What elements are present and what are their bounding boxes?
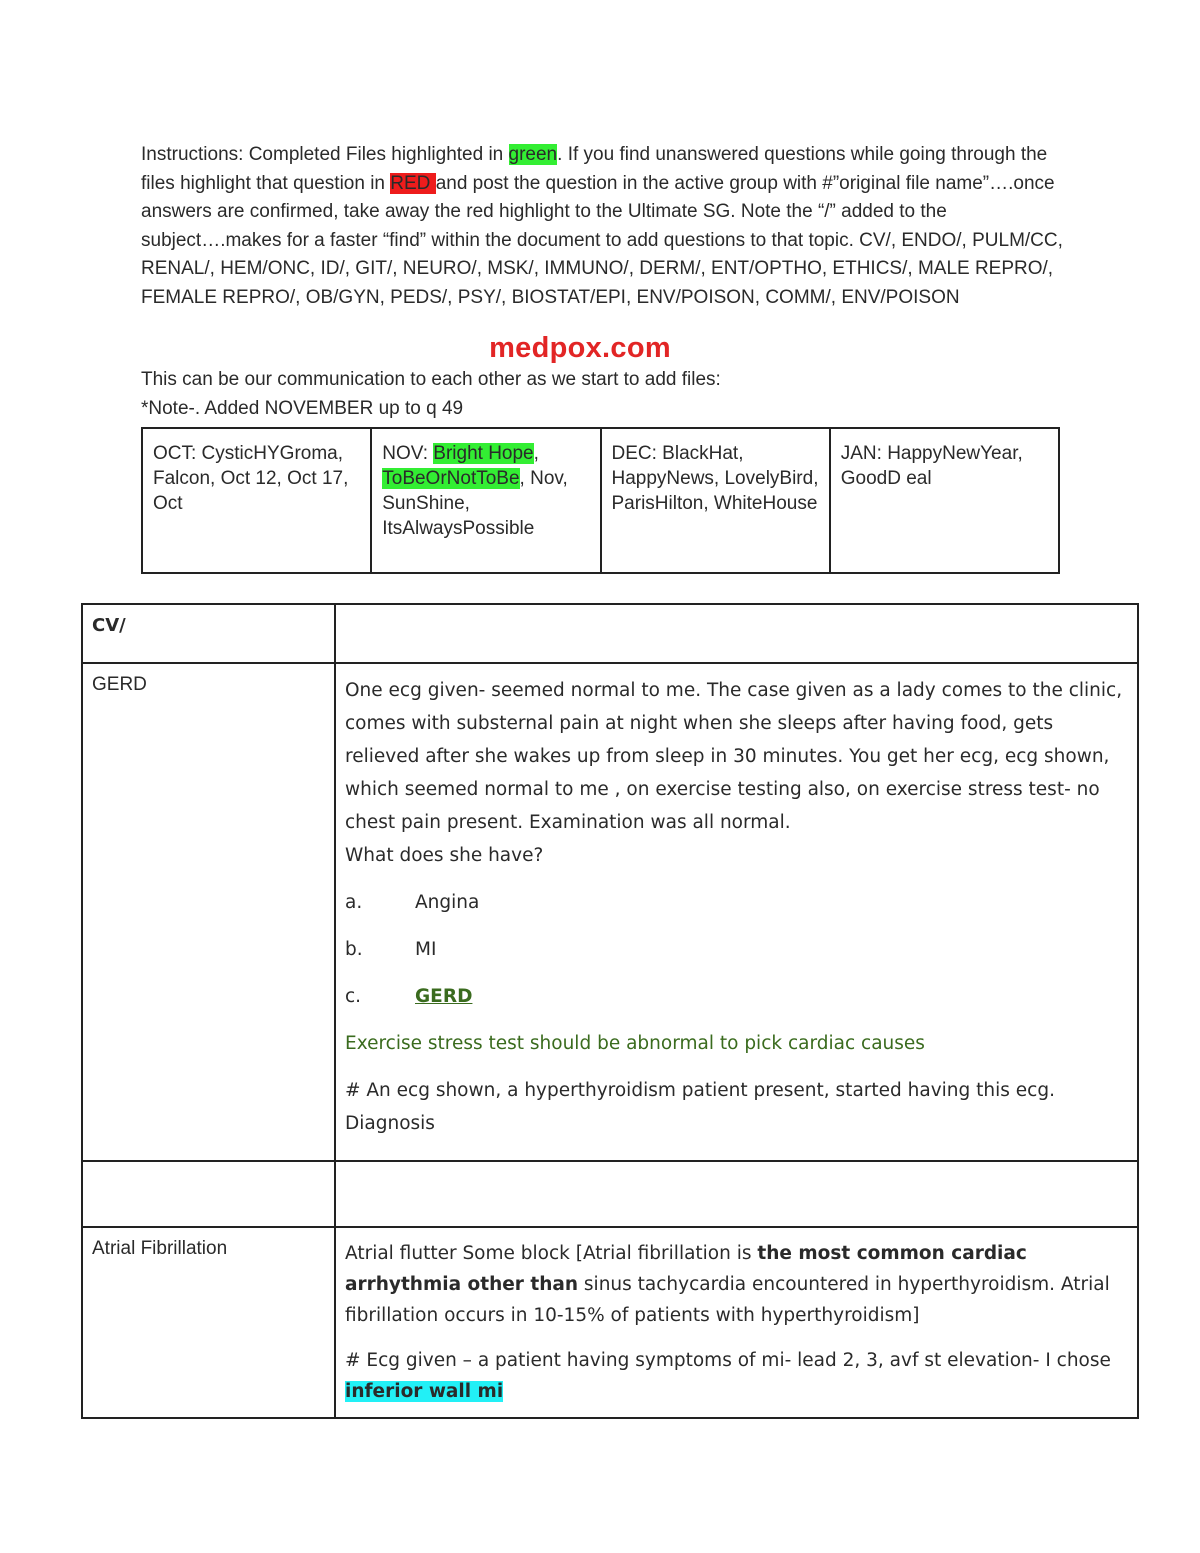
af-answer-end: sinus tachycardia encountered in hyperthyroidism. Atrial fibrillation occurs in 10-15% of patients with hyperthyroidism] xyxy=(345,1274,1110,1326)
option-a-letter: a. xyxy=(345,892,363,913)
ecg-question-text: # Ecg given – a patient having symptoms of mi- lead 2, 3, avf st elevation- I chose xyxy=(345,1350,1111,1371)
next-question: # An ecg shown, a hyperthyroidism patient present, started having this ecg. Diagnosis xyxy=(345,1080,1055,1134)
nov-tobeornottobe: ToBeOrNotToBe xyxy=(382,468,520,489)
nov-rest: , Nov, SunShine, ItsAlwaysPossible xyxy=(382,468,568,539)
communication-line: This can be our communication to each other as we start to add files: xyxy=(141,369,721,390)
month-cell-nov xyxy=(371,428,600,573)
cv-header-cell: CV/ xyxy=(82,604,335,663)
gerd-topic-cell: GERD xyxy=(82,663,335,1161)
month-cell-oct: OCT: CysticHYGroma, Falcon, Oct 12, Oct 17, Oct xyxy=(142,428,371,573)
af-answer-start: Atrial flutter Some block [Atrial fibrillation is xyxy=(345,1243,758,1264)
ecg-question xyxy=(345,1345,1127,1417)
af-answer-bold: the most common cardiac arrhythmia other than xyxy=(345,1243,1027,1295)
option-c-answer: GERD xyxy=(415,986,473,1007)
watermark: medpox.com xyxy=(489,332,671,364)
gerd-content-cell xyxy=(335,663,1138,1161)
inferior-wall-mi-highlight: inferior wall mi xyxy=(345,1381,504,1402)
instructions-mid: . If you find unanswered questions while going through the files highlight that question in xyxy=(141,144,1048,194)
green-highlight-word: green xyxy=(508,144,558,165)
option-c-letter: c. xyxy=(345,986,362,1007)
nov-prefix: NOV: xyxy=(382,443,434,464)
option-a xyxy=(345,886,1127,919)
red-highlight-word: RED xyxy=(390,172,436,194)
gerd-question: One ecg given- seemed normal to me. The case given as a lady comes to the clinic, comes with substernal pain at night when she sleeps after having food, gets relieved after she wakes up from sleep in 30 minutes. You get her ecg, ecg shown, which seemed normal to me , on exercise testing also, on exercise stress test- no chest pain present. Examination was all normal. xyxy=(345,680,1123,833)
nov-bright-hope: Bright Hope xyxy=(433,443,534,464)
month-cell-dec: DEC: BlackHat, HappyNews, LovelyBird, ParisHilton, WhiteHouse xyxy=(601,428,830,573)
instructions-tail: and post the question in the active group with #”original file name”….once answers are confirmed, take away the red highlight to the Ultimate SG. Note the “/” added to the subject….makes for a faster “find” within the document to add questions to that topic. CV/, ENDO/, PULM/CC, RENAL/, HEM/ONC, ID/, GIT/, NEURO/, MSK/, IMMUNO/, DERM/, ENT/OPTHO, ETHICS/, MALE REPRO/, FEMALE REPRO/, OB/GYN, PEDS/, PSY/, BIOSTAT/EPI, ENV/POISON, COMM/, ENV/POISON xyxy=(141,172,1063,308)
blank-cell-left xyxy=(82,1161,335,1227)
cv-table xyxy=(81,603,1139,1419)
nov-separator: , xyxy=(533,443,539,464)
blank-cell-right xyxy=(335,1161,1138,1227)
af-content-cell xyxy=(335,1227,1138,1418)
gerd-prompt: What does she have? xyxy=(345,845,544,866)
note-line: *Note-. Added NOVEMBER up to q 49 xyxy=(141,398,464,419)
option-c xyxy=(345,980,1127,1013)
option-a-text: Angina xyxy=(415,892,480,913)
option-b-letter: b. xyxy=(345,939,363,960)
instructions-lead: Instructions: Completed Files highlighted in xyxy=(141,144,509,165)
cv-header-empty-cell xyxy=(335,604,1138,663)
months-table xyxy=(141,427,1060,574)
option-b xyxy=(345,933,1127,966)
option-b-text: MI xyxy=(415,939,437,960)
month-cell-jan: JAN: HappyNewYear, GoodD eal xyxy=(830,428,1059,573)
af-answer xyxy=(345,1238,1127,1331)
instructions-paragraph xyxy=(141,141,1071,313)
af-topic-cell: Atrial Fibrillation xyxy=(82,1227,335,1418)
gerd-explanation: Exercise stress test should be abnormal to pick cardiac causes xyxy=(345,1033,925,1054)
